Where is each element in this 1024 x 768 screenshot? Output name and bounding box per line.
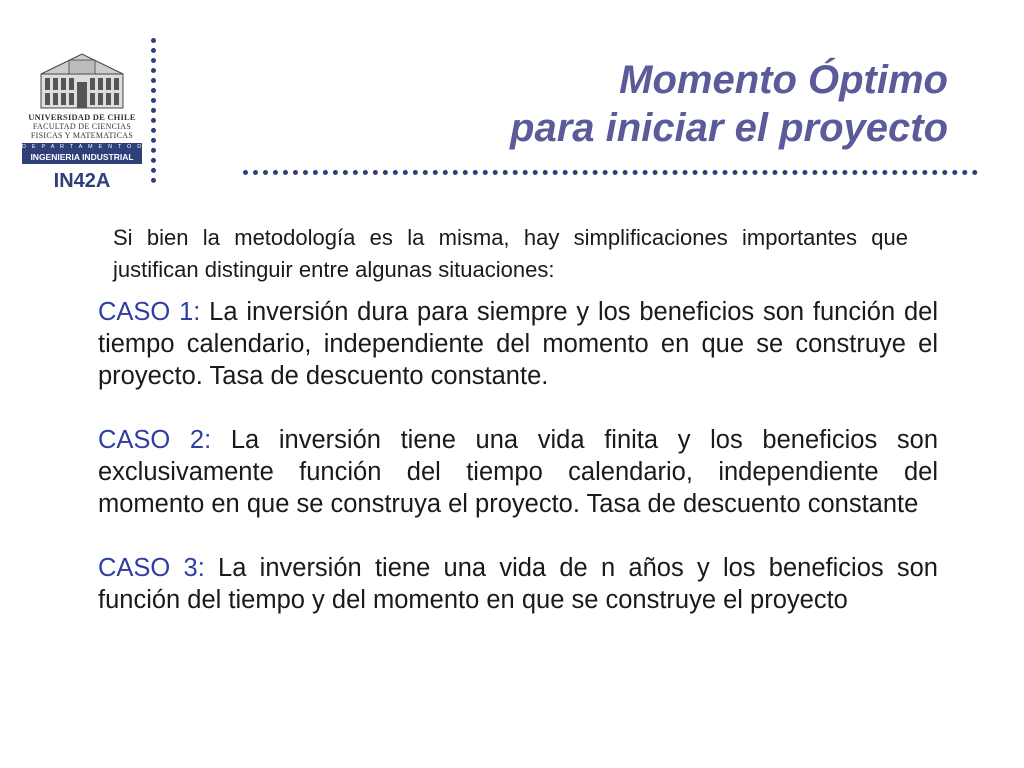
university-logo [22, 52, 154, 164]
horizontal-dotted-divider [243, 170, 978, 175]
case-text: La inversión dura para siempre y los beneficios son función del tiempo calendario, independiente del momento en que se construye el proyecto. Tasa de descuento constante. [98, 298, 938, 390]
case-text: La inversión tiene una vida finita y los beneficios son exclusivamente función del tiempo calendario, independiente del momento en que se construya el proyecto. Tasa de descuento constante [98, 426, 939, 518]
case-item-2 [98, 424, 938, 520]
course-code: IN42A [53, 170, 111, 192]
cases-list [98, 296, 938, 648]
building-logo-icon [39, 52, 125, 110]
logo-faculty-line2: FISICAS Y MATEMATICAS [30, 131, 134, 140]
case-label: CASO 1: [98, 298, 201, 326]
title-line-1: Momento Óptimo [619, 58, 948, 102]
case-item-1 [98, 296, 938, 392]
logo-faculty-line1: FACULTAD DE CIENCIAS [32, 122, 132, 131]
case-label: CASO 3: [98, 554, 205, 582]
case-label: CASO 2: [98, 426, 212, 454]
logo-university-name: UNIVERSIDAD DE CHILE [28, 112, 136, 122]
vertical-dotted-divider [151, 38, 161, 183]
case-text: La inversión tiene una vida de n años y los beneficios son función del tiempo y del momento en que se construye el proyecto [98, 554, 938, 614]
logo-department-label: D E P A R T A M E N T O D E [22, 144, 154, 150]
slide-title [510, 56, 948, 152]
intro-paragraph: Si bien la metodología es la misma, hay simplificaciones importantes que justifican distinguir entre algunas situaciones: [113, 225, 908, 282]
case-item-3 [98, 552, 938, 616]
logo-department-name: INGENIERIA INDUSTRIAL [22, 151, 142, 164]
title-line-2: para iniciar el proyecto [510, 106, 948, 150]
